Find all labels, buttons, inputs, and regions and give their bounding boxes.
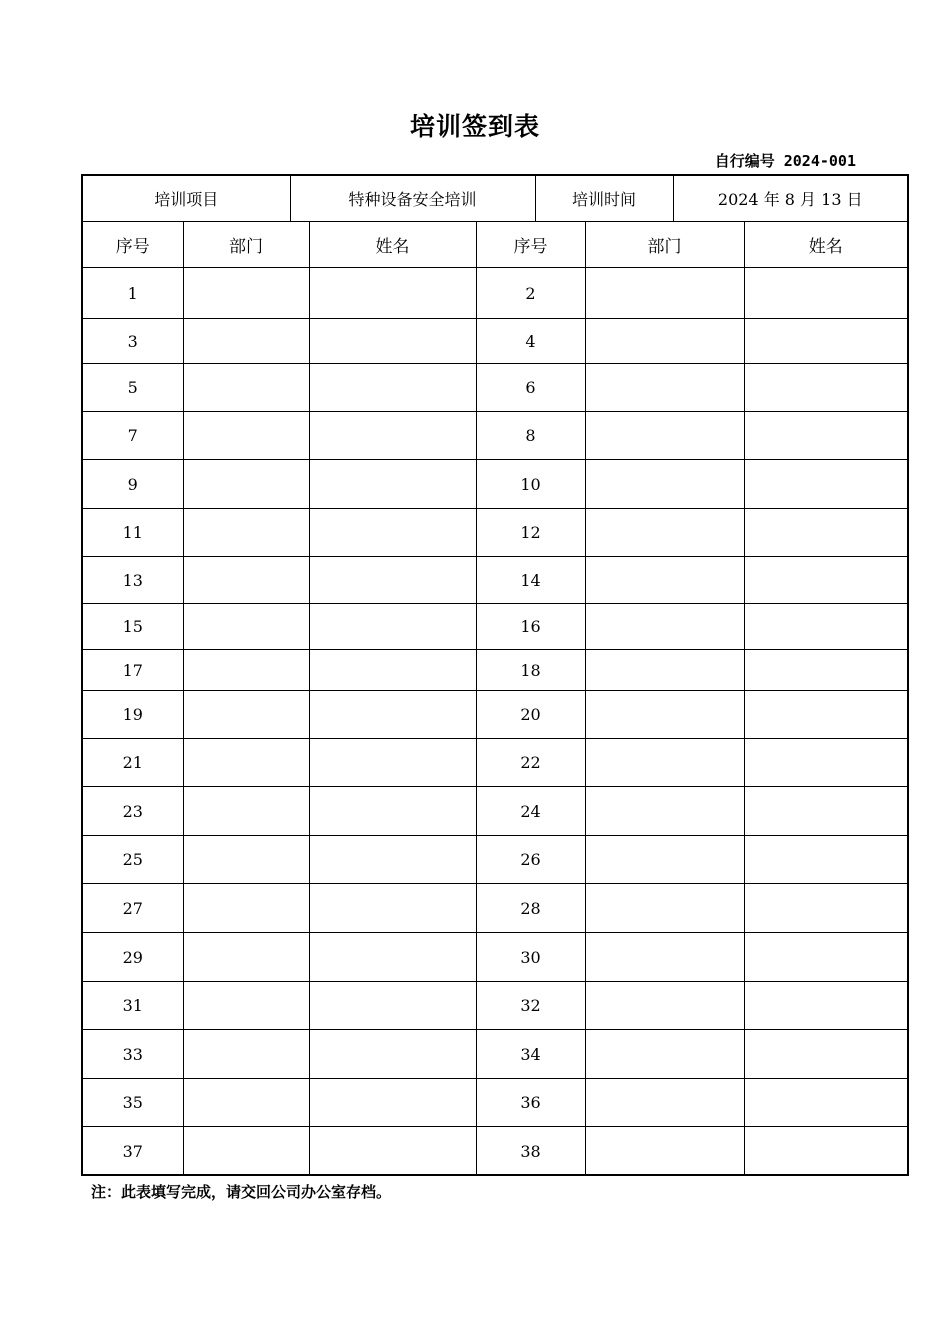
dept-cell-left[interactable] — [183, 1030, 309, 1079]
seq-left: 9 — [83, 460, 183, 509]
page-title: 培训签到表 — [409, 112, 540, 141]
seq-left: 31 — [83, 982, 183, 1030]
dept-cell-right[interactable] — [585, 739, 744, 787]
table-row — [83, 691, 907, 739]
name-cell-left[interactable] — [309, 604, 476, 650]
dept-cell-left[interactable] — [183, 933, 309, 982]
name-cell-left[interactable] — [309, 268, 476, 319]
dept-cell-left[interactable] — [183, 787, 309, 836]
seq-left: 5 — [83, 364, 183, 412]
name-cell-left[interactable] — [309, 691, 476, 739]
dept-cell-right[interactable] — [585, 509, 744, 557]
seq-right: 8 — [476, 412, 585, 460]
dept-cell-right[interactable] — [585, 1079, 744, 1127]
name-cell-left[interactable] — [309, 787, 476, 836]
header-dept-left: 部门 — [183, 222, 309, 268]
seq-left: 35 — [83, 1079, 183, 1127]
dept-cell-right[interactable] — [585, 557, 744, 604]
table-row — [83, 557, 907, 604]
dept-cell-right[interactable] — [585, 1127, 744, 1176]
table-row — [83, 268, 907, 319]
seq-right: 16 — [476, 604, 585, 650]
seq-right: 26 — [476, 836, 585, 884]
seq-right: 12 — [476, 509, 585, 557]
name-cell-right[interactable] — [744, 557, 907, 604]
dept-cell-left[interactable] — [183, 412, 309, 460]
seq-right: 30 — [476, 933, 585, 982]
name-cell-right[interactable] — [744, 691, 907, 739]
table-row — [83, 982, 907, 1030]
name-cell-left[interactable] — [309, 364, 476, 412]
header-name-right: 姓名 — [744, 222, 907, 268]
seq-right: 4 — [476, 319, 585, 364]
seq-right: 38 — [476, 1127, 585, 1176]
table-row — [83, 650, 907, 691]
seq-left: 37 — [83, 1127, 183, 1176]
table-row — [83, 787, 907, 836]
seq-left: 15 — [83, 604, 183, 650]
seq-left: 27 — [83, 884, 183, 933]
dept-cell-left[interactable] — [183, 557, 309, 604]
seq-left: 25 — [83, 836, 183, 884]
name-cell-left[interactable] — [309, 460, 476, 509]
dept-cell-left[interactable] — [183, 1079, 309, 1127]
table-row — [83, 604, 907, 650]
name-cell-right[interactable] — [744, 884, 907, 933]
seq-left: 1 — [83, 268, 183, 319]
training-info-table — [83, 176, 907, 222]
seq-left: 29 — [83, 933, 183, 982]
seq-left: 17 — [83, 650, 183, 691]
table-row — [83, 1127, 907, 1176]
seq-left: 7 — [83, 412, 183, 460]
dept-cell-right[interactable] — [585, 319, 744, 364]
training-project-label: 培训项目 — [83, 176, 290, 222]
name-cell-left[interactable] — [309, 739, 476, 787]
table-row — [83, 1030, 907, 1079]
dept-cell-left[interactable] — [183, 604, 309, 650]
name-cell-left[interactable] — [309, 319, 476, 364]
name-cell-right[interactable] — [744, 509, 907, 557]
name-cell-right[interactable] — [744, 836, 907, 884]
dept-cell-right[interactable] — [585, 460, 744, 509]
header-seq-right: 序号 — [476, 222, 585, 268]
name-cell-right[interactable] — [744, 1079, 907, 1127]
name-cell-left[interactable] — [309, 982, 476, 1030]
dept-cell-left[interactable] — [183, 739, 309, 787]
seq-left: 23 — [83, 787, 183, 836]
seq-right: 6 — [476, 364, 585, 412]
name-cell-left[interactable] — [309, 557, 476, 604]
name-cell-left[interactable] — [309, 650, 476, 691]
table-row — [83, 364, 907, 412]
table-row — [83, 412, 907, 460]
name-cell-right[interactable] — [744, 412, 907, 460]
dept-cell-left[interactable] — [183, 836, 309, 884]
seq-left: 19 — [83, 691, 183, 739]
name-cell-left[interactable] — [309, 509, 476, 557]
name-cell-right[interactable] — [744, 787, 907, 836]
footer-note: 注：此表填写完成，请交回公司办公室存档。 — [91, 1183, 392, 1201]
name-cell-left[interactable] — [309, 884, 476, 933]
dept-cell-right[interactable] — [585, 412, 744, 460]
name-cell-right[interactable] — [744, 319, 907, 364]
training-time-label: 培训时间 — [535, 176, 673, 222]
name-cell-left[interactable] — [309, 933, 476, 982]
name-cell-right[interactable] — [744, 1127, 907, 1176]
training-info-row — [83, 176, 907, 222]
seq-right: 24 — [476, 787, 585, 836]
document-number: 自行编号 2024-001 — [714, 152, 856, 170]
seq-right: 32 — [476, 982, 585, 1030]
dept-cell-left[interactable] — [183, 509, 309, 557]
dept-cell-left[interactable] — [183, 1127, 309, 1176]
dept-cell-right[interactable] — [585, 836, 744, 884]
seq-left: 13 — [83, 557, 183, 604]
name-cell-right[interactable] — [744, 739, 907, 787]
dept-cell-right[interactable] — [585, 268, 744, 319]
dept-cell-left[interactable] — [183, 364, 309, 412]
seq-right: 28 — [476, 884, 585, 933]
name-cell-right[interactable] — [744, 1030, 907, 1079]
name-cell-right[interactable] — [744, 460, 907, 509]
dept-cell-right[interactable] — [585, 1030, 744, 1079]
dept-cell-left[interactable] — [183, 460, 309, 509]
seq-right: 18 — [476, 650, 585, 691]
name-cell-right[interactable] — [744, 364, 907, 412]
header-dept-right: 部门 — [585, 222, 744, 268]
dept-cell-right[interactable] — [585, 884, 744, 933]
dept-cell-left[interactable] — [183, 650, 309, 691]
seq-left: 11 — [83, 509, 183, 557]
seq-left: 3 — [83, 319, 183, 364]
seq-right: 10 — [476, 460, 585, 509]
seq-left: 21 — [83, 739, 183, 787]
training-time-value[interactable]: 2024 年 8 月 13 日 — [673, 176, 907, 222]
seq-right: 36 — [476, 1079, 585, 1127]
table-row — [83, 509, 907, 557]
table-header-row — [83, 222, 907, 268]
table-row — [83, 836, 907, 884]
seq-right: 34 — [476, 1030, 585, 1079]
dept-cell-right[interactable] — [585, 604, 744, 650]
name-cell-right[interactable] — [744, 604, 907, 650]
dept-cell-left[interactable] — [183, 268, 309, 319]
table-row — [83, 884, 907, 933]
header-name-left: 姓名 — [309, 222, 476, 268]
dept-cell-right[interactable] — [585, 650, 744, 691]
dept-cell-right[interactable] — [585, 787, 744, 836]
dept-cell-left[interactable] — [183, 691, 309, 739]
header-seq-left: 序号 — [83, 222, 183, 268]
dept-cell-right[interactable] — [585, 364, 744, 412]
dept-cell-left[interactable] — [183, 982, 309, 1030]
table-row — [83, 460, 907, 509]
name-cell-left[interactable] — [309, 412, 476, 460]
seq-right: 22 — [476, 739, 585, 787]
table-row — [83, 1079, 907, 1127]
sign-in-table — [83, 221, 907, 1176]
seq-right: 14 — [476, 557, 585, 604]
dept-cell-right[interactable] — [585, 933, 744, 982]
table-row — [83, 933, 907, 982]
name-cell-right[interactable] — [744, 268, 907, 319]
name-cell-right[interactable] — [744, 650, 907, 691]
name-cell-right[interactable] — [744, 933, 907, 982]
dept-cell-left[interactable] — [183, 319, 309, 364]
seq-right: 20 — [476, 691, 585, 739]
training-project-value[interactable]: 特种设备安全培训 — [290, 176, 535, 222]
name-cell-right[interactable] — [744, 982, 907, 1030]
table-row — [83, 739, 907, 787]
name-cell-left[interactable] — [309, 1079, 476, 1127]
dept-cell-left[interactable] — [183, 884, 309, 933]
dept-cell-right[interactable] — [585, 982, 744, 1030]
name-cell-left[interactable] — [309, 1030, 476, 1079]
seq-left: 33 — [83, 1030, 183, 1079]
name-cell-left[interactable] — [309, 1127, 476, 1176]
table-row — [83, 319, 907, 364]
name-cell-left[interactable] — [309, 836, 476, 884]
dept-cell-right[interactable] — [585, 691, 744, 739]
seq-right: 2 — [476, 268, 585, 319]
